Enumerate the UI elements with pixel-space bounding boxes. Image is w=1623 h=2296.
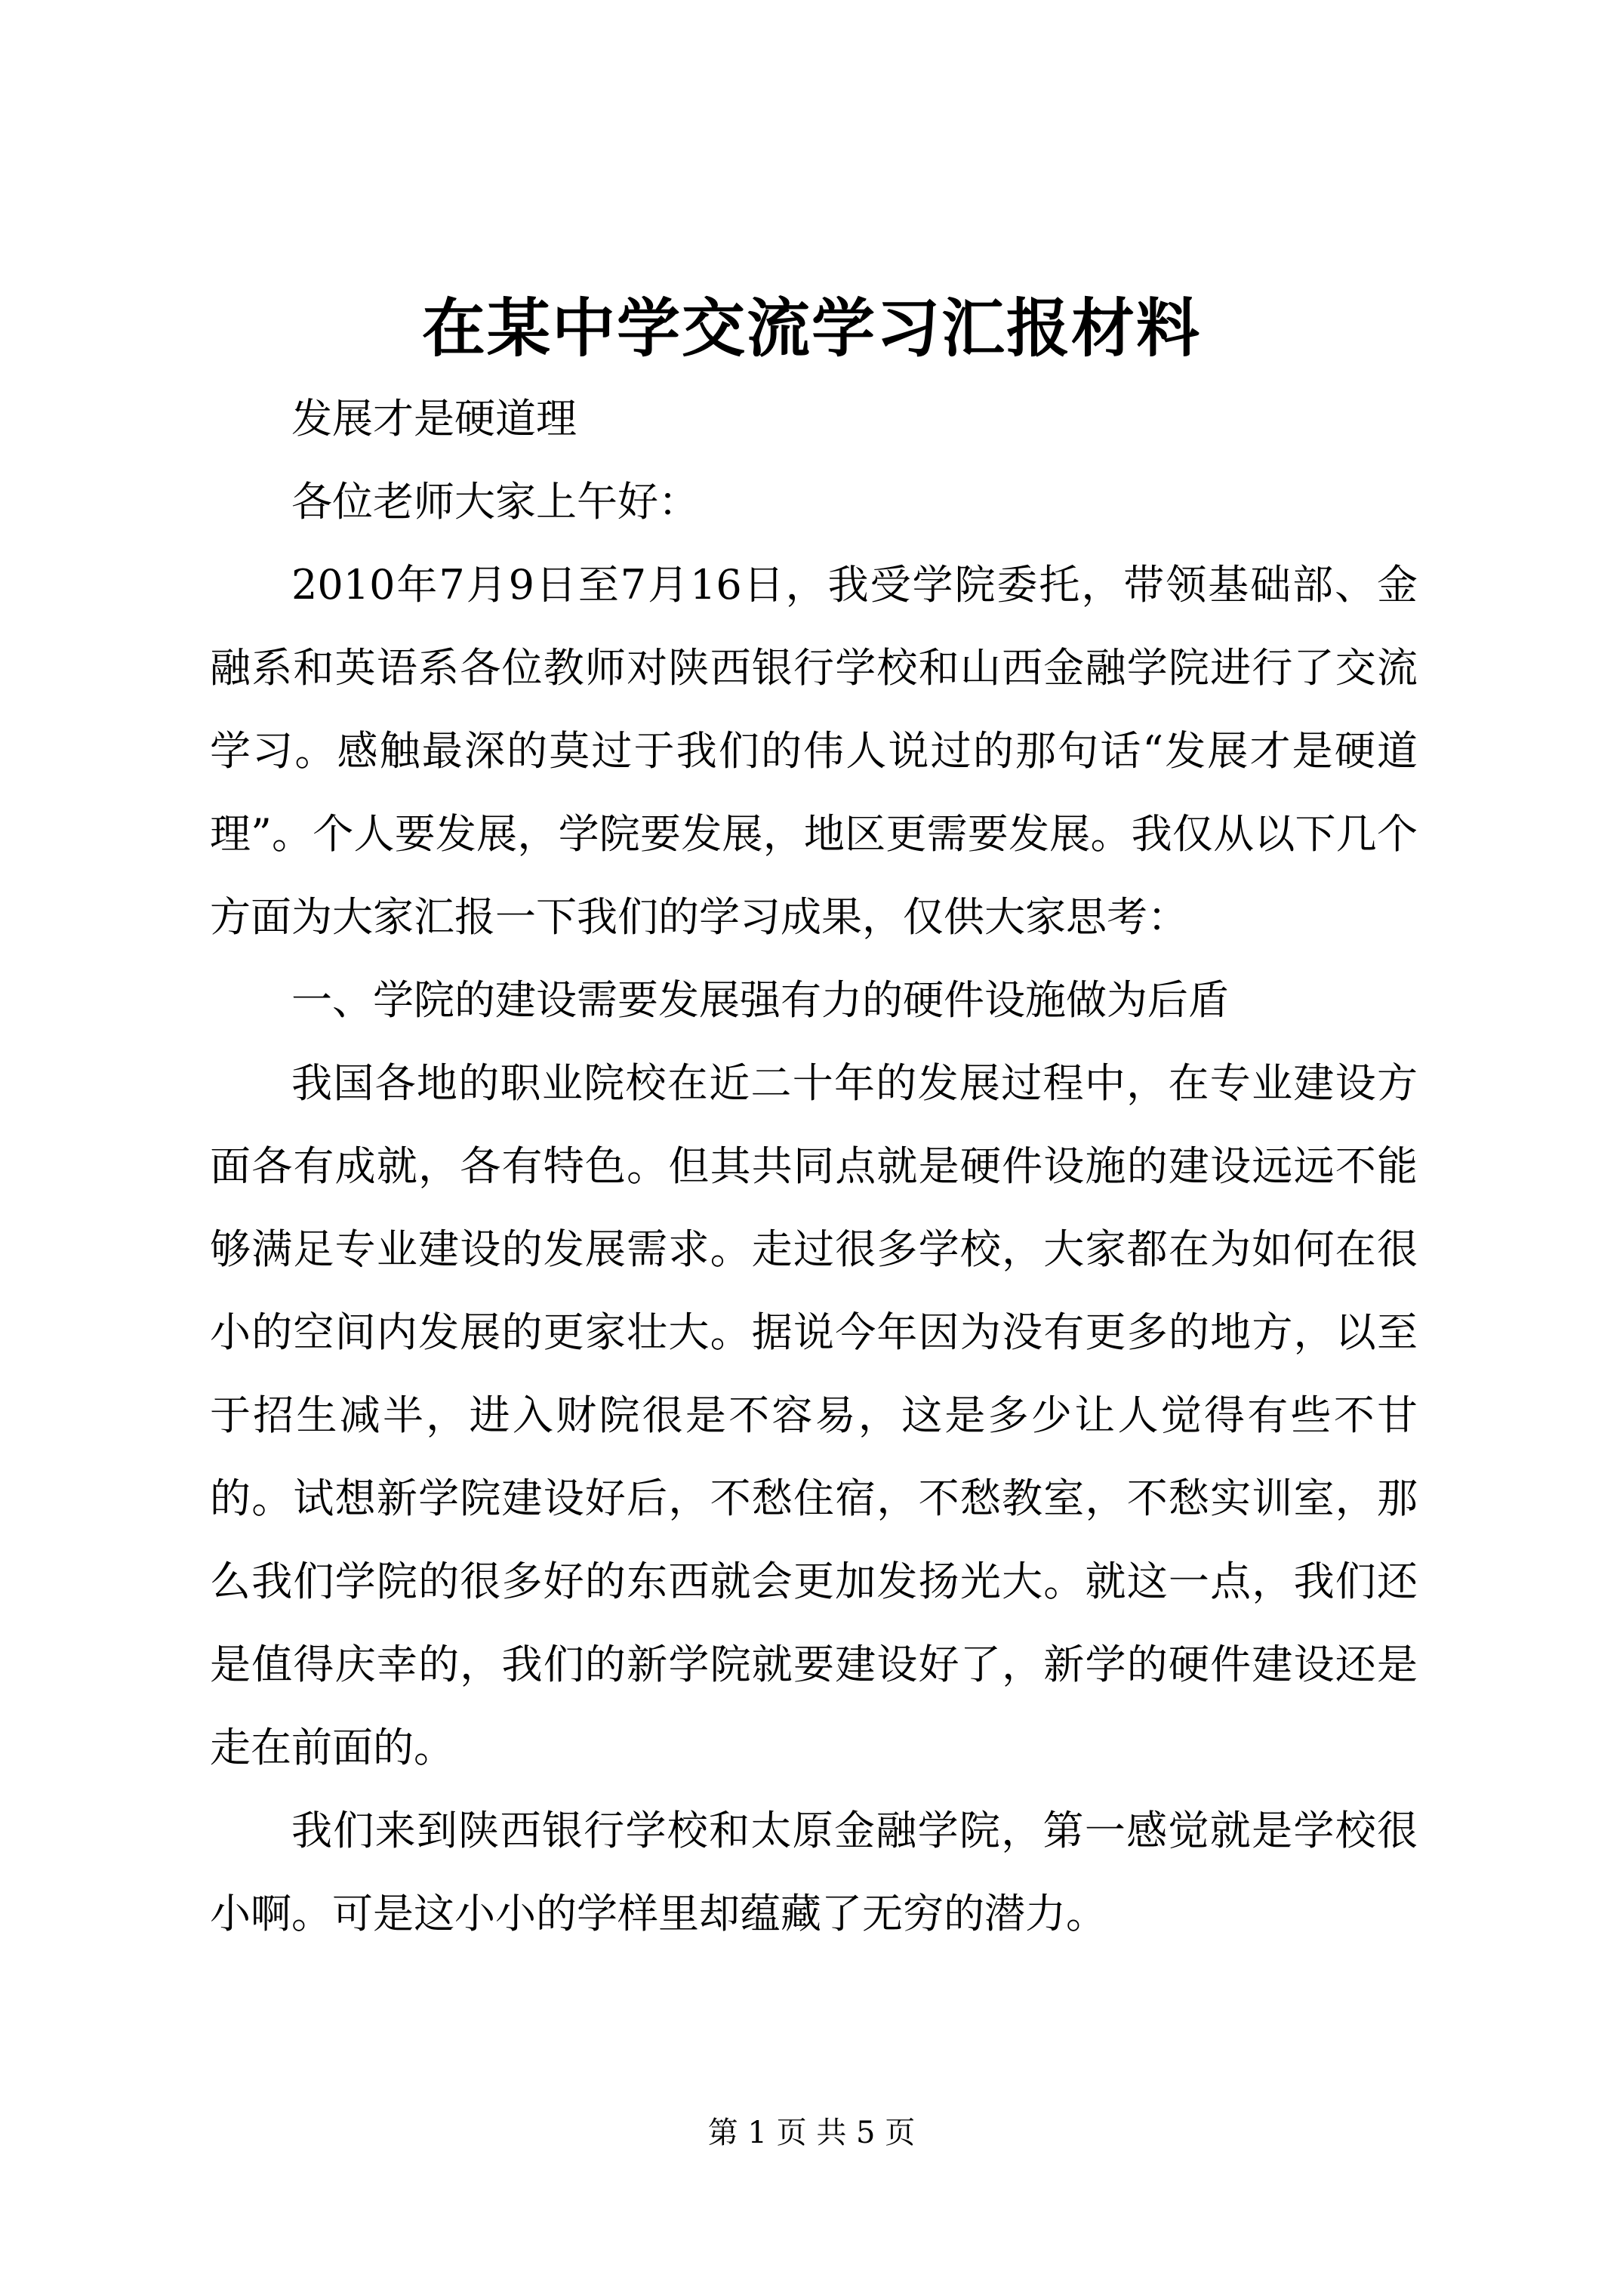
paragraph-greeting: 各位老师大家上午好： [291, 478, 699, 525]
paragraph-body: 我国各地的职业院校在近二十年的发展过程中，在专业建设方面各有成就，各有特色。但其共同点就是硬件设施的建设远远不能够满足专业建设的发展需求。走过很多学校，大家都在为如何在很小的空间内发展的更家壮大。据说今年因为没有更多的地方，以至于招生减半，进入财院很是不容易，这是多少让人觉得有些不甘的。试想新学院建设好后，不愁住宿，不愁教室，不愁实训室，那么我们学院的很多好的东西就会更加发扬光大。就这一点，我们还是值得庆幸的，我们的新学院就要建设好了，新学的硬件建设还是走在前面的。 [210, 1059, 1418, 1771]
document-title: 在某中学交流学习汇报材料 [421, 291, 1201, 365]
paragraph-intro: 2010年7月9日至7月16日，我受学院委托，带领基础部、金融系和英语系各位教师对陕西银行学校和山西金融学院进行了交流学习。感触最深的莫过于我们的伟人说过的那句话“发展才是硬道理”。个人要发展，学院要发展，地区更需要发展。我仅从以下几个方面为大家汇报一下我们的学习成果，仅供大家思考： [210, 561, 1418, 941]
paragraph-subtitle: 发展才是硬道理 [291, 395, 577, 442]
page-footer: 第 1 页 共 5 页 [707, 2116, 916, 2150]
document-body [210, 378, 1418, 1955]
paragraph-body: 我们来到陕西银行学校和太原金融学院，第一感觉就是学校很小啊。可是这小小的学样里却蕴藏了无穷的潜力。 [210, 1807, 1418, 1937]
paragraph-section-heading: 一、学院的建设需要发展强有力的硬件设施做为后盾 [291, 976, 1229, 1024]
